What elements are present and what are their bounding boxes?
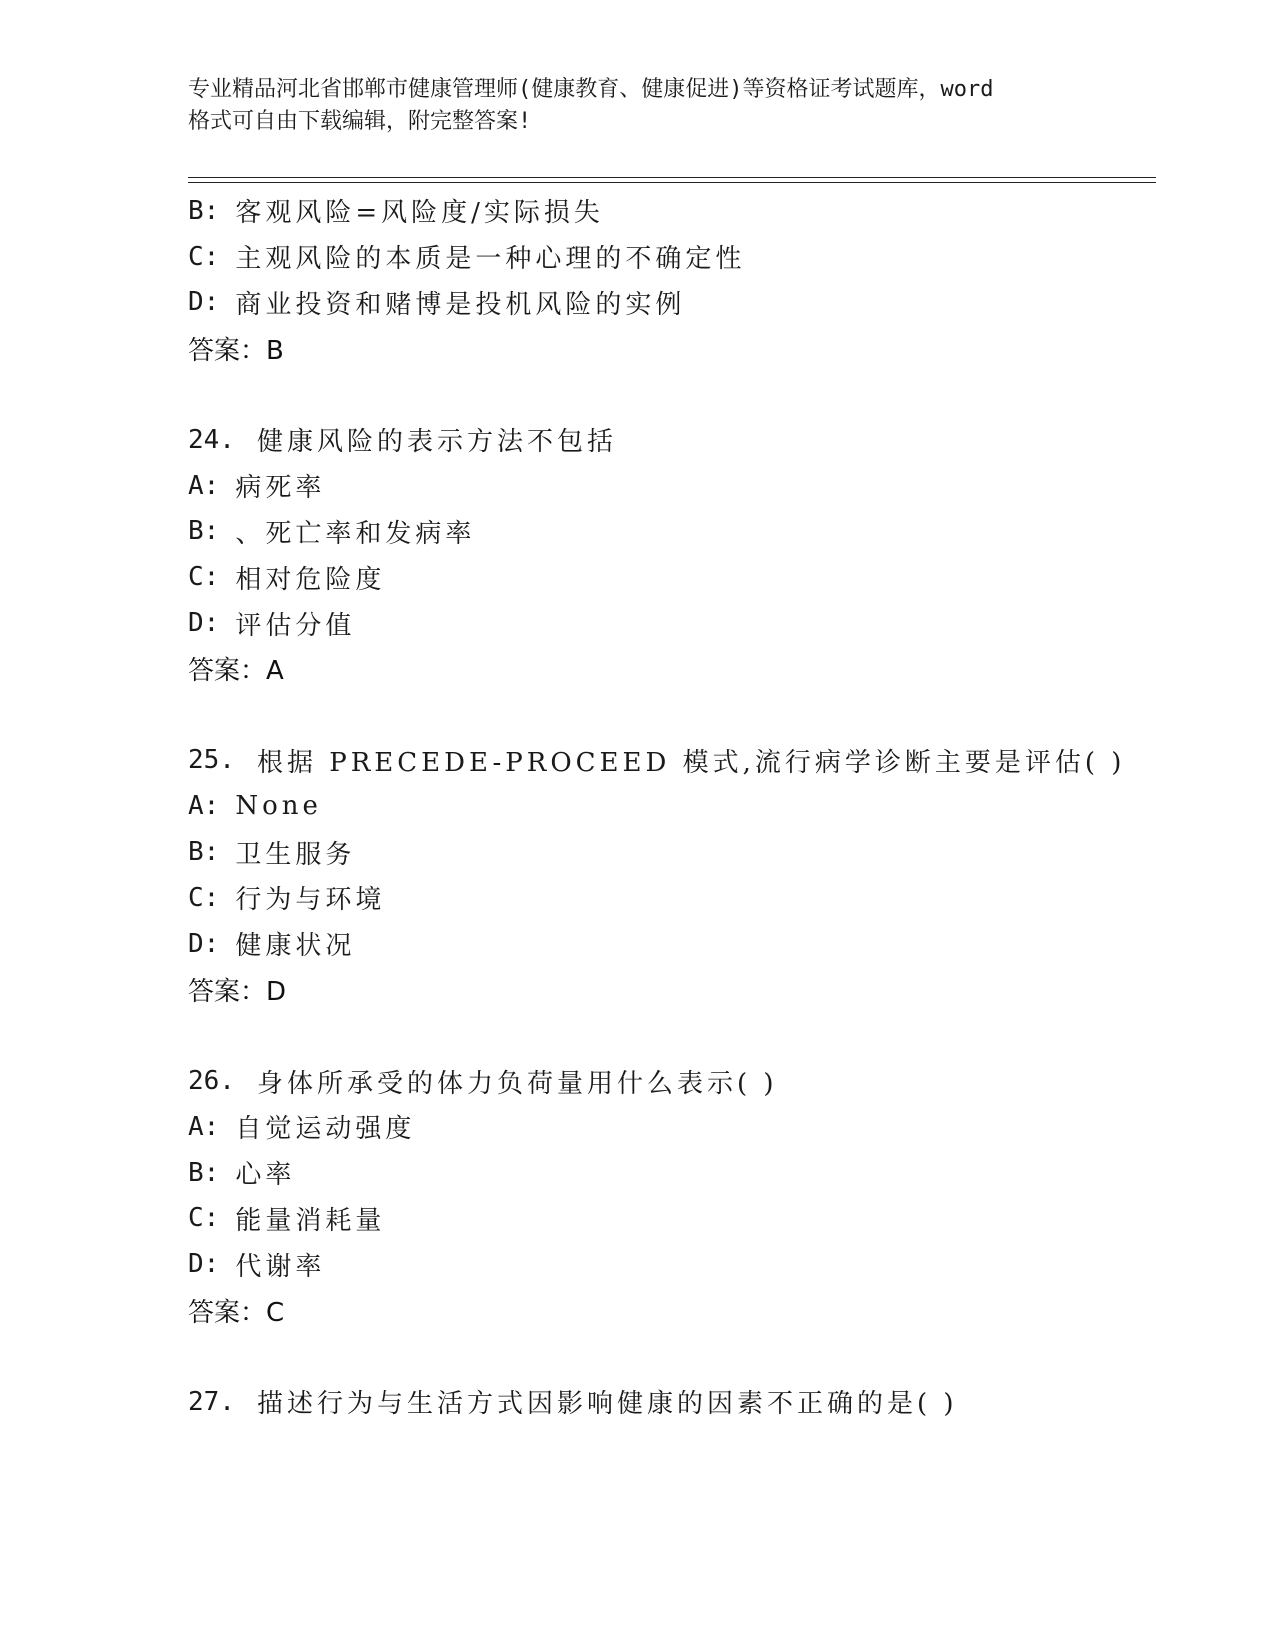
option-a <box>188 783 1148 829</box>
question-number: 27. <box>188 1386 235 1417</box>
option-key: D: <box>188 608 220 639</box>
question-26 <box>188 1058 1148 1104</box>
option-key: B: <box>188 837 220 868</box>
option-key: C: <box>188 562 220 593</box>
option-text: 能量消耗量 <box>235 1205 386 1236</box>
option-c <box>188 554 1148 600</box>
option-text: 评估分值 <box>235 610 356 641</box>
option-text: 卫生服务 <box>235 839 356 870</box>
option-d <box>188 1241 1148 1287</box>
option-b <box>188 509 1148 555</box>
option-d <box>188 921 1148 967</box>
option-c <box>188 875 1148 921</box>
option-text: 病死率 <box>235 473 326 504</box>
option-key: A: <box>188 1111 220 1142</box>
option-c <box>188 1196 1148 1242</box>
question-25 <box>188 738 1148 784</box>
header-line-1: 专业精品河北省邯郸市健康管理师(健康教育、健康促进)等资格证考试题库，word <box>188 77 994 102</box>
header-rule-top <box>188 177 1156 178</box>
option-b <box>188 188 1148 234</box>
option-b <box>188 1150 1148 1196</box>
question-text: 根据 PRECEDE-PROCEED 模式,流行病学诊断主要是评估( ) <box>256 747 1126 778</box>
header-rule-bottom <box>188 182 1156 183</box>
answer-line: 答案：B <box>188 335 284 366</box>
option-key: A: <box>188 470 220 501</box>
option-text: 相对危险度 <box>235 564 386 595</box>
question-27 <box>188 1379 1148 1425</box>
option-text: 自觉运动强度 <box>235 1114 416 1145</box>
option-text: 健康状况 <box>235 931 356 962</box>
option-text: 代谢率 <box>235 1251 326 1282</box>
answer-line: 答案：A <box>188 656 284 687</box>
option-text: 主观风险的本质是一种心理的不确定性 <box>235 244 746 275</box>
option-key: A: <box>188 791 220 822</box>
option-key: B: <box>188 516 220 547</box>
header-line-2: 格式可自由下载编辑，附完整答案! <box>188 109 532 134</box>
option-text: 行为与环境 <box>235 885 386 916</box>
option-key: D: <box>188 287 220 318</box>
document-header <box>188 74 1088 138</box>
option-text: 、死亡率和发病率 <box>235 518 476 549</box>
question-number: 25. <box>188 745 235 776</box>
answer-line: 答案：D <box>188 976 287 1007</box>
option-d <box>188 600 1148 646</box>
option-a <box>188 1104 1148 1150</box>
question-text: 描述行为与生活方式因影响健康的因素不正确的是( ) <box>256 1389 958 1420</box>
question-number: 26. <box>188 1066 235 1097</box>
option-key: C: <box>188 1203 220 1234</box>
option-text: 商业投资和赌博是投机风险的实例 <box>235 289 686 320</box>
option-key: C: <box>188 882 220 913</box>
option-b <box>188 829 1148 875</box>
option-c <box>188 234 1148 280</box>
option-key: C: <box>188 241 220 272</box>
question-text: 健康风险的表示方法不包括 <box>256 427 617 458</box>
option-key: B: <box>188 1157 220 1188</box>
question-list <box>188 188 1148 1425</box>
option-key: B: <box>188 195 220 226</box>
question-number: 24. <box>188 424 235 455</box>
option-a <box>188 463 1148 509</box>
option-key: D: <box>188 928 220 959</box>
answer-line: 答案：C <box>188 1297 285 1328</box>
option-d <box>188 280 1148 326</box>
question-24 <box>188 417 1148 463</box>
option-text: 心率 <box>235 1160 296 1191</box>
option-text: None <box>235 791 322 822</box>
question-text: 身体所承受的体力负荷量用什么表示( ) <box>256 1068 778 1099</box>
option-key: D: <box>188 1249 220 1280</box>
option-text: 客观风险=风险度/实际损失 <box>235 198 604 229</box>
